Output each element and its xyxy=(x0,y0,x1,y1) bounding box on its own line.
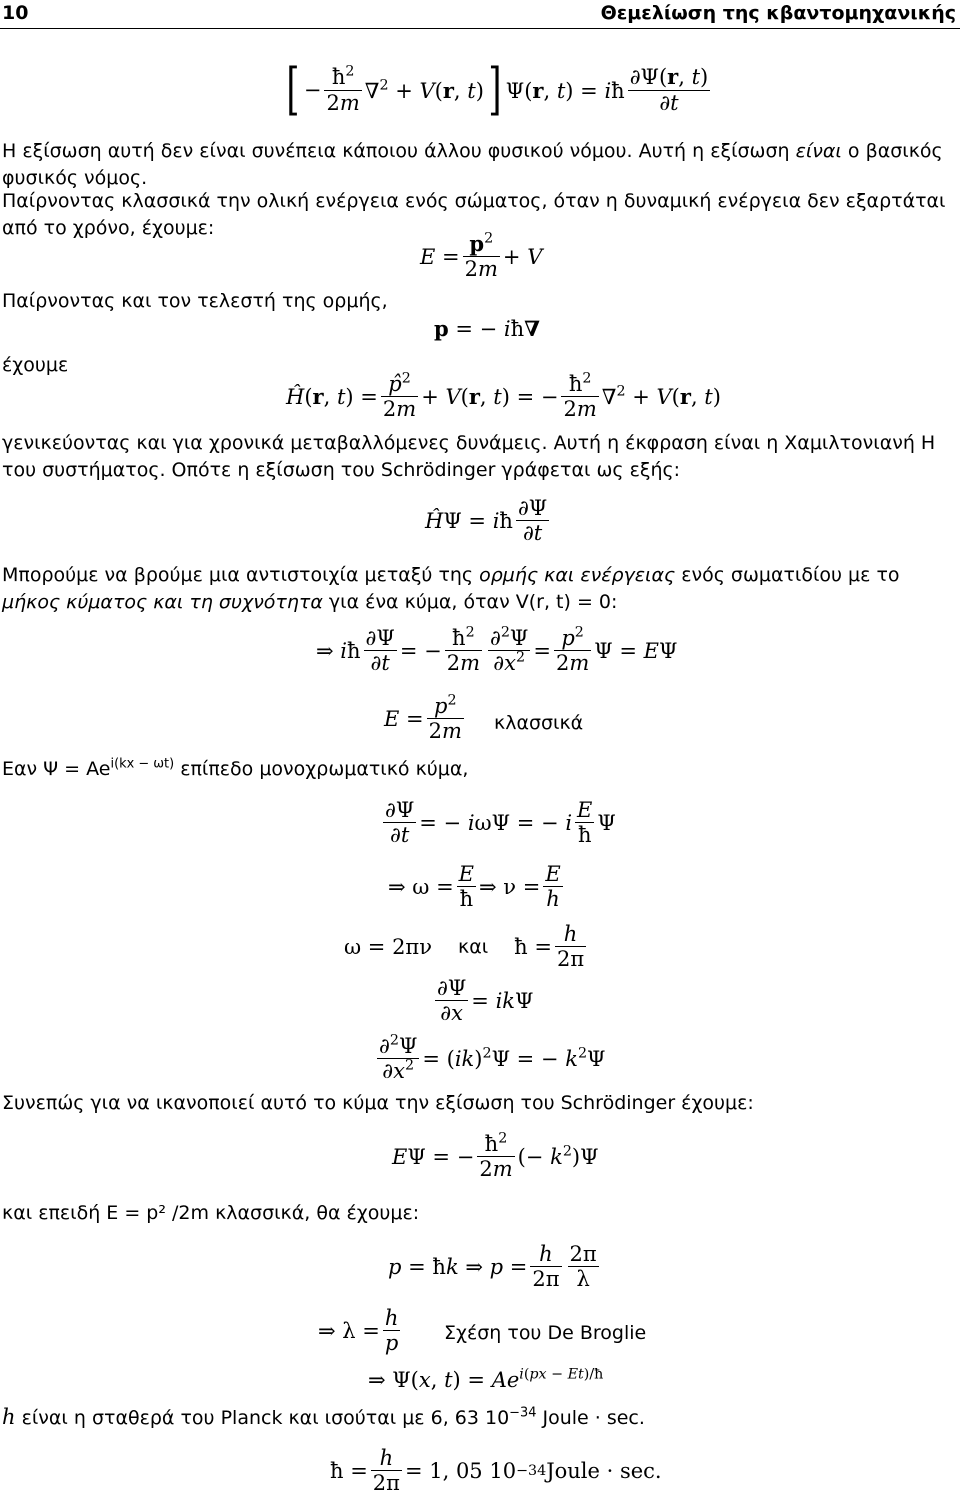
label-classical: κλασσικά xyxy=(494,712,584,734)
label-de-broglie: Σχέση του De Broglie xyxy=(444,1322,647,1344)
paragraph-hamiltonian: γενικεύοντας και για χρονικά μεταβαλλόμενες δυνάμεις. Αυτή η έκφραση είναι η Χαμιλτονιανή H του συστήματος. Οπότε η εξίσωση του Schrödinger γράφεται ως εξής: xyxy=(2,432,936,481)
equation-de-broglie: ⇒ λ = $\frac{h}{p}$ xyxy=(318,1306,399,1356)
running-title: Θεμελίωση της κβαντομηχανικής xyxy=(600,2,956,24)
equation-time-derivative: $\frac{\partial\Psi}{\partial t}$ = − iωΨ = − i $\frac{E}{ħ}$ Ψ xyxy=(385,798,616,848)
paragraph-we-have: έχουμε xyxy=(2,354,69,376)
equation-classical-energy: E = $\frac{p^2}{2m}$ + V xyxy=(420,230,543,282)
page-number: 10 xyxy=(2,2,29,24)
equation-momentum-wavelength: p = ħk ⇒ p = $\frac{h}{2\pi}$ $\frac{2\pi}{\lambda}$ xyxy=(388,1242,597,1292)
paragraph-momentum-operator: Παίρνοντας και τον τελεστή της ορμής, xyxy=(2,290,388,312)
equation-space-derivative: $\frac{\partial\Psi}{\partial x}$ = ikΨ xyxy=(437,976,534,1026)
equation-omega-hbar: ω = 2πν και ħ = $\frac{h}{2\pi}$ xyxy=(344,922,585,972)
equation-wavefunction: ⇒ Ψ(x, $t) = Ae^{i(px - Et)/ħ}$ xyxy=(368,1366,604,1392)
paragraph-satisfy-equation: Συνεπώς για να ικανοποιεί αυτό το κύμα την εξίσωση του Schrödinger έχουμε: xyxy=(2,1092,754,1114)
paragraph-fundamental-law: Η εξίσωση αυτή δεν είναι συνέπεια κάποιου άλλου φυσικού νόμου. Αυτή η εξίσωση είναι ο βασικός φυσικός νόμος. xyxy=(2,140,943,189)
equation-frequency: ⇒ ω = $\frac{E}{ħ}$ ⇒ ν = $\frac{E}{h}$ xyxy=(388,862,561,912)
equation-second-derivative: $\frac{\partial^2\Psi}{\partial x^2}$ = (ik)$^2$Ψ = − $k^2\Psi$ xyxy=(379,1032,606,1084)
paragraph-correspondence: Μπορούμε να βρούμε μια αντιστοιχία μεταξύ της ορμής και ενέργειας ενός σωματιδίου με το μήκος κύματος και τη συχνότητα για ένα κύμα, όταν V(r, t) = 0: xyxy=(2,564,900,613)
paragraph-total-energy: Παίρνοντας κλασσικά την ολική ενέργεια ενός σώματος, όταν η δυναμική ενέργεια δεν εξαρτάται από το χρόνο, έχουμε: xyxy=(2,190,946,239)
paragraph-since-classical: και επειδή E = p² /2m κλασσικά, θα έχουμε: xyxy=(2,1202,420,1224)
header-rule xyxy=(0,28,960,29)
equation-schrodinger-compact: ĤΨ = iħ $\frac{\partial\Psi}{\partial t}$ xyxy=(425,496,548,546)
equation-energy-wavenumber: EΨ = − $\frac{ħ^2}{2m}$ (− $k^2)\Psi$ xyxy=(392,1130,599,1182)
equation-reduced-planck: ħ = $\frac{h}{2\pi}$ = 1, 05 10 −34 Joule · sec. xyxy=(330,1446,662,1495)
equation-schrodinger: [ − $\frac{ħ^2}{2m}$ ∇$^2$ + V(r, t) ] Ψ(r, t) = iħ $\frac{\partial\Psi(r, t)}{\partial t}$ xyxy=(286,57,709,122)
equation-free-particle: ⇒ iħ $\frac{\partial\Psi}{\partial t}$ = − $\frac{ħ^2}{2m}$ $\frac{\partial^2\Psi}{\partial x^2}$ = $\frac{p^2}{2m}$ Ψ = EΨ xyxy=(316,624,678,676)
equation-momentum-operator: p = − iħ∇ xyxy=(434,316,540,341)
equation-energy-momentum: E = $\frac{p^2}{2m}$ xyxy=(384,692,462,744)
paragraph-plane-wave: Εαν $\Psi = Ae^{i(kx - \omega t)}$ επίπεδο μονοχρωματικό κύμα, xyxy=(2,756,469,780)
equation-hamiltonian: Ĥ(r, t) = $\frac{p̂^2}{2m}$ + V(r, t) = − $\frac{ħ^2}{2m}$ ∇$^2$ + V(r, t) xyxy=(286,370,721,422)
paragraph-planck-constant: h είναι η σταθερά του Planck και ισούται με 6, 63 $10^{-34}$ Joule · sec. xyxy=(2,1405,645,1429)
